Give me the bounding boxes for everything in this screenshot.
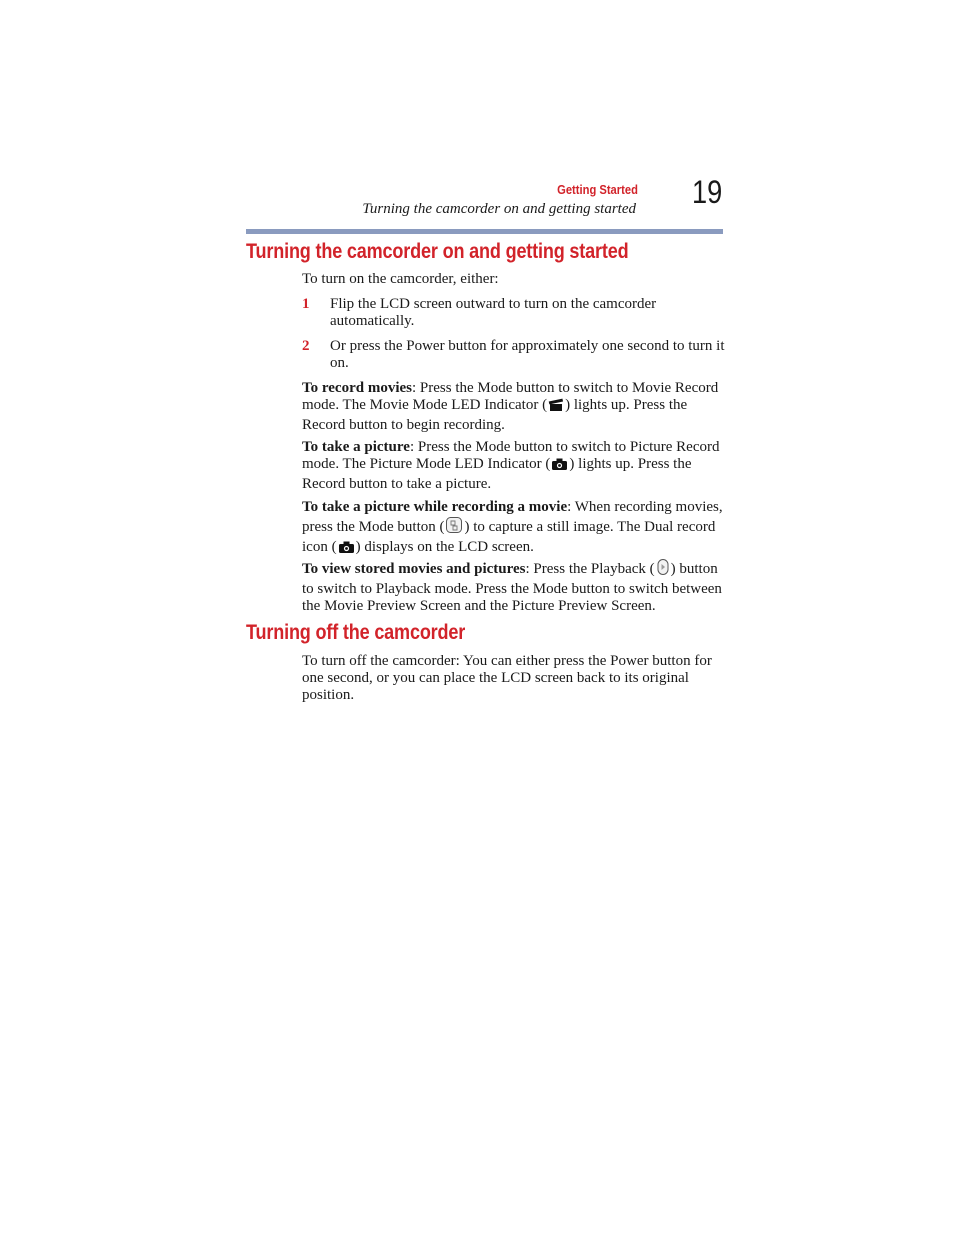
turn-off-text: To turn off the camcorder: You can either press the Power button for one second, or you can place the LCD screen back to its original position. bbox=[302, 653, 712, 703]
section-heading-turning-on: Turning the camcorder on and getting started bbox=[246, 240, 629, 263]
paragraph-lead: To record movies bbox=[302, 380, 412, 396]
page-number: 19 bbox=[692, 174, 723, 210]
paragraph-view-stored: To view stored movies and pictures: Press the Playback ( ) button to switch to Playback mode. Press the Mode button to switch between the Movie Preview Screen and the Picture Preview Screen. bbox=[302, 558, 726, 615]
step-text: Flip the LCD screen outward to turn on the camcorder automatically. bbox=[330, 296, 657, 329]
paragraph-take-picture: To take a picture: Press the Mode button to switch to Picture Record mode. The Picture Mode LED Indicator ( ) lights up. Press the Record button to take a picture. bbox=[302, 439, 720, 492]
dual-record-camera-icon bbox=[338, 540, 355, 559]
intro-text: To turn on the camcorder, either: bbox=[302, 271, 499, 287]
movie-camera-icon bbox=[548, 398, 564, 417]
step-number: 2 bbox=[302, 338, 310, 354]
camera-icon bbox=[551, 457, 568, 476]
paragraph-lead: To take a picture bbox=[302, 439, 410, 455]
paragraph-lead: To view stored movies and pictures bbox=[302, 561, 526, 577]
paragraph-picture-while-recording: To take a picture while recording a movie: When recording movies, press the Mode button ( ) to capture a still image. The Dual record icon ( ) displays on the LCD screen. bbox=[302, 499, 726, 559]
paragraph-record-movies: To record movies: Press the Mode button to switch to Movie Record mode. The Movie Mode LED Indicator ( ) lights up. Press the Record button to begin recording. bbox=[302, 380, 719, 433]
running-header-chapter: Getting Started bbox=[557, 182, 638, 197]
running-header-section: Turning the camcorder on and getting started bbox=[362, 201, 636, 217]
mode-button-icon bbox=[445, 516, 463, 539]
paragraph-lead: To take a picture while recording a movie bbox=[302, 499, 568, 515]
step-text: Or press the Power button for approximately one second to turn it on. bbox=[330, 338, 725, 371]
playback-button-icon bbox=[656, 558, 670, 581]
section-heading-turning-off: Turning off the camcorder bbox=[246, 621, 466, 644]
step-number: 1 bbox=[302, 296, 310, 312]
header-rule bbox=[246, 229, 723, 234]
